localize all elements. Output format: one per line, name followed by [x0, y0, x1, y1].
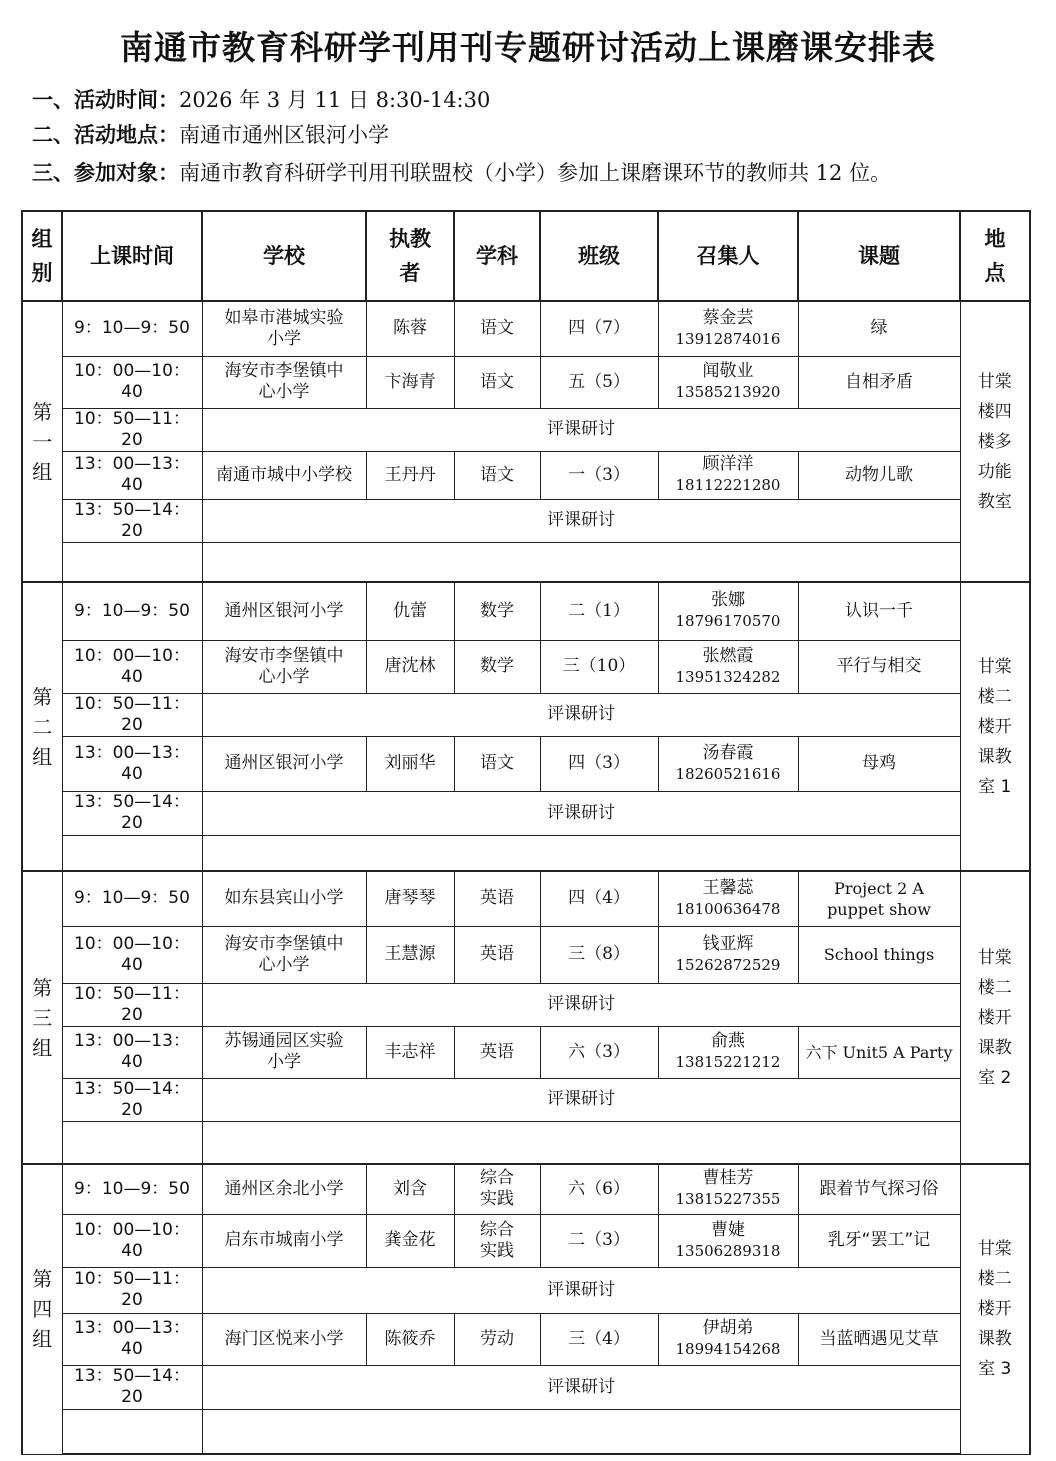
teacher-cell: 陈蓉 [366, 301, 454, 356]
topic-cell [798, 871, 960, 926]
time-cell: 13：00—13：40 [62, 736, 202, 791]
convener-name: 曹桂芳 [702, 1168, 754, 1189]
header-group [22, 211, 62, 301]
info-time-value: 2026 年 3 月 11 日 8:30-14:30 [179, 88, 491, 112]
time-cell: 10：50—11：20 [62, 1267, 202, 1313]
header-location-label: 地点 [984, 227, 1006, 285]
topic-cell [798, 582, 960, 640]
time-cell: 10：00—10：40 [62, 356, 202, 408]
header-subject: 学科 [454, 211, 540, 301]
convener-cell [658, 451, 798, 499]
school-name: 通州区银河小学 [224, 600, 344, 621]
time-cell: 10：50—11：20 [62, 983, 202, 1026]
table-row [22, 926, 1030, 983]
blank-cell [202, 1409, 960, 1454]
subject-name: 英语 [480, 888, 514, 909]
time-cell: 13：50—14：20 [62, 1078, 202, 1121]
table-row [22, 408, 1030, 451]
info-place-value: 南通市通州区银河小学 [179, 123, 389, 147]
time-cell: 13：00—13：40 [62, 1026, 202, 1078]
class-cell: 三（4） [540, 1313, 658, 1365]
convener-name: 俞燕 [711, 1031, 745, 1051]
topic-cell [798, 356, 960, 408]
review-cell: 评课研讨 [202, 1267, 960, 1313]
table-row [22, 1214, 1030, 1267]
convener-phone: 15262872529 [675, 955, 781, 974]
group-cell [22, 871, 62, 1164]
convener-phone: 13585213920 [675, 383, 781, 401]
convener-phone: 13815221212 [675, 1053, 781, 1071]
review-cell: 评课研讨 [202, 1365, 960, 1409]
header-location [960, 211, 1030, 301]
header-row [22, 211, 1030, 301]
class-cell: 二（3） [540, 1214, 658, 1267]
topic-text: 动物儿歌 [845, 464, 913, 485]
subject-cell [454, 301, 540, 356]
topic-text: 平行与相交 [836, 656, 922, 676]
school-cell [202, 451, 366, 499]
location-cell [960, 301, 1030, 582]
teacher-cell: 刘丽华 [366, 736, 454, 791]
review-cell: 评课研讨 [202, 983, 960, 1026]
convener-cell [658, 1214, 798, 1267]
teacher-cell: 仇蕾 [366, 582, 454, 640]
subject-cell [454, 926, 540, 983]
table-row [22, 1164, 1030, 1214]
subject-cell [454, 356, 540, 408]
school-cell [202, 301, 366, 356]
convener-phone: 18796170570 [675, 612, 781, 631]
subject-cell [454, 640, 540, 693]
school-name: 海安市李堡镇中心小学 [224, 361, 344, 402]
header-group-label: 组别 [31, 227, 53, 285]
school-cell [202, 640, 366, 693]
topic-cell [798, 301, 960, 356]
subject-name: 综合实践 [480, 1168, 514, 1210]
teacher-cell: 卞海青 [366, 356, 454, 408]
subject-name: 英语 [480, 1041, 514, 1062]
convener-name: 汤春霞 [702, 742, 754, 763]
class-cell: 四（4） [540, 871, 658, 926]
teacher-cell: 刘含 [366, 1164, 454, 1214]
blank-cell [62, 835, 202, 871]
school-name: 海安市李堡镇中心小学 [224, 933, 344, 975]
group-name: 第一组 [32, 399, 53, 484]
time-cell: 10：00—10：40 [62, 640, 202, 693]
topic-cell [798, 736, 960, 791]
subject-cell [454, 1164, 540, 1214]
info-participants-label: 三、参加对象： [32, 161, 179, 185]
subject-name: 数学 [480, 600, 514, 621]
review-cell: 评课研讨 [202, 1078, 960, 1121]
table-row [22, 983, 1030, 1026]
blank-cell [62, 542, 202, 582]
table-row [22, 451, 1030, 499]
schedule-body [22, 301, 1030, 1454]
topic-cell [798, 1214, 960, 1267]
header-topic: 课题 [798, 211, 960, 301]
time-cell: 10：50—11：20 [62, 693, 202, 736]
convener-cell [658, 301, 798, 356]
table-row [22, 582, 1030, 640]
school-cell [202, 736, 366, 791]
class-cell: 三（10） [540, 640, 658, 693]
topic-text: 自相矛盾 [845, 371, 913, 392]
group-name: 第四组 [32, 1267, 53, 1352]
header-class: 班级 [540, 211, 658, 301]
subject-name: 劳动 [480, 1328, 514, 1349]
convener-phone: 18994154268 [675, 1340, 781, 1358]
school-name: 启东市城南小学 [224, 1230, 344, 1250]
teacher-cell: 唐沈林 [366, 640, 454, 693]
school-cell [202, 926, 366, 983]
convener-name: 钱亚辉 [702, 933, 754, 954]
blank-cell [62, 1121, 202, 1164]
topic-text: 绿 [870, 318, 888, 339]
teacher-cell: 丰志祥 [366, 1026, 454, 1078]
school-name: 通州区余北小学 [224, 1178, 344, 1199]
subject-name: 数学 [480, 656, 514, 676]
info-place-label: 二、活动地点： [32, 123, 179, 147]
class-cell: 三（8） [540, 926, 658, 983]
blank-cell [62, 1409, 202, 1454]
time-cell: 10：00—10：40 [62, 1214, 202, 1267]
subject-cell [454, 736, 540, 791]
location-cell [960, 1164, 1030, 1454]
school-cell [202, 1026, 366, 1078]
subject-cell [454, 871, 540, 926]
class-cell: 四（3） [540, 736, 658, 791]
table-row [22, 1313, 1030, 1365]
convener-cell [658, 582, 798, 640]
subject-name: 英语 [480, 944, 514, 964]
school-name: 南通市城中小学校 [216, 464, 352, 485]
table-row [22, 499, 1030, 542]
info-time [32, 84, 490, 114]
class-cell: 六（3） [540, 1026, 658, 1078]
school-cell [202, 1214, 366, 1267]
school-name: 如皋市港城实验小学 [224, 307, 344, 349]
class-cell: 四（7） [540, 301, 658, 356]
time-cell: 9：10—9：50 [62, 1164, 202, 1214]
school-cell [202, 1164, 366, 1214]
school-cell [202, 356, 366, 408]
subject-name: 语文 [480, 753, 514, 773]
info-time-label: 一、活动时间： [32, 88, 179, 112]
convener-phone: 18260521616 [675, 764, 781, 783]
school-cell [202, 582, 366, 640]
school-cell [202, 871, 366, 926]
topic-text: 当蓝晒遇见艾草 [819, 1328, 939, 1349]
convener-cell [658, 1026, 798, 1078]
info-participants-value: 南通市教育科研学刊用刊联盟校（小学）参加上课磨课环节的教师共 12 位。 [179, 161, 892, 185]
subject-name: 语文 [480, 464, 514, 485]
blank-cell [202, 1121, 960, 1164]
info-participants [32, 157, 891, 187]
table-row [22, 736, 1030, 791]
convener-phone: 13506289318 [675, 1241, 781, 1260]
blank-cell [202, 835, 960, 871]
review-cell: 评课研讨 [202, 408, 960, 451]
header-time: 上课时间 [62, 211, 202, 301]
topic-text: 母鸡 [862, 753, 896, 773]
teacher-cell: 王慧源 [366, 926, 454, 983]
topic-text: School things [823, 945, 935, 964]
convener-cell [658, 1313, 798, 1365]
teacher-cell: 唐琴琴 [366, 871, 454, 926]
blank-row [22, 542, 1030, 582]
table-row [22, 301, 1030, 356]
location-cell [960, 582, 1030, 871]
convener-phone: 13912874016 [675, 329, 781, 348]
time-cell: 10：00—10：40 [62, 926, 202, 983]
table-row [22, 1365, 1030, 1409]
school-cell [202, 1313, 366, 1365]
subject-name: 语文 [480, 371, 514, 392]
time-cell: 9：10—9：50 [62, 301, 202, 356]
location-name: 甘棠楼二楼开课教室 2 [977, 947, 1012, 1088]
info-place [32, 119, 389, 149]
review-cell: 评课研讨 [202, 693, 960, 736]
table-row [22, 693, 1030, 736]
teacher-cell: 龚金花 [366, 1214, 454, 1267]
location-name: 甘棠楼二楼开课教室 1 [977, 656, 1012, 797]
convener-name: 王馨蕊 [702, 877, 754, 898]
topic-cell [798, 926, 960, 983]
header-teacher [366, 211, 454, 301]
blank-row [22, 835, 1030, 871]
page-title: 南通市教育科研学刊用刊专题研讨活动上课磨课安排表 [120, 28, 936, 67]
subject-name: 综合实践 [480, 1219, 514, 1261]
review-cell: 评课研讨 [202, 499, 960, 542]
time-cell: 13：50—14：20 [62, 1365, 202, 1409]
convener-cell [658, 356, 798, 408]
table-row [22, 791, 1030, 835]
convener-phone: 13815227355 [675, 1190, 781, 1209]
school-name: 如东县宾山小学 [224, 888, 344, 909]
time-cell: 9：10—9：50 [62, 871, 202, 926]
subject-cell [454, 451, 540, 499]
class-cell: 六（6） [540, 1164, 658, 1214]
subject-cell [454, 1026, 540, 1078]
convener-name: 张燃霞 [702, 645, 754, 666]
topic-cell [798, 451, 960, 499]
table-row [22, 1078, 1030, 1121]
header-school: 学校 [202, 211, 366, 301]
school-name: 通州区银河小学 [224, 753, 344, 773]
convener-cell [658, 1164, 798, 1214]
convener-name: 张娜 [711, 590, 745, 611]
group-name: 第二组 [32, 684, 53, 769]
class-cell: 一（3） [540, 451, 658, 499]
blank-row [22, 1409, 1030, 1454]
time-cell: 13：50—14：20 [62, 791, 202, 835]
convener-phone: 18100636478 [675, 899, 781, 918]
topic-cell [798, 1026, 960, 1078]
class-cell: 五（5） [540, 356, 658, 408]
topic-text: 乳牙“罢工”记 [827, 1230, 931, 1250]
schedule-table [21, 210, 1031, 1455]
convener-name: 顾洋洋 [702, 454, 754, 474]
time-cell: 10：50—11：20 [62, 408, 202, 451]
convener-phone: 13951324282 [675, 667, 781, 686]
convener-cell [658, 736, 798, 791]
group-cell [22, 582, 62, 871]
table-row [22, 1026, 1030, 1078]
group-cell [22, 301, 62, 582]
convener-name: 曹婕 [711, 1219, 745, 1240]
convener-name: 闻敬业 [702, 361, 754, 381]
class-cell: 二（1） [540, 582, 658, 640]
convener-phone: 18112221280 [675, 476, 781, 494]
location-name: 甘棠楼四楼多功能教室 [977, 371, 1012, 512]
convener-cell [658, 640, 798, 693]
time-cell: 9：10—9：50 [62, 582, 202, 640]
location-cell [960, 871, 1030, 1164]
subject-cell [454, 1313, 540, 1365]
table-row [22, 356, 1030, 408]
topic-text: 认识一千 [845, 600, 913, 621]
blank-cell [202, 542, 960, 582]
location-name: 甘棠楼二楼开课教室 3 [977, 1239, 1012, 1380]
school-name: 海门区悦来小学 [224, 1328, 344, 1349]
convener-name: 蔡金芸 [702, 307, 754, 328]
time-cell: 13：00—13：40 [62, 1313, 202, 1365]
review-cell: 评课研讨 [202, 791, 960, 835]
header-teacher-label: 执教者 [389, 227, 431, 285]
school-name: 苏锡通园区实验小学 [224, 1031, 344, 1072]
group-name: 第三组 [32, 975, 53, 1060]
group-cell [22, 1164, 62, 1454]
convener-cell [658, 926, 798, 983]
subject-cell [454, 1214, 540, 1267]
convener-cell [658, 871, 798, 926]
subject-name: 语文 [480, 318, 514, 339]
teacher-cell: 王丹丹 [366, 451, 454, 499]
topic-cell [798, 640, 960, 693]
school-name: 海安市李堡镇中心小学 [224, 645, 344, 687]
time-cell: 13：00—13：40 [62, 451, 202, 499]
topic-cell [798, 1164, 960, 1214]
convener-name: 伊胡弟 [702, 1318, 754, 1338]
topic-text: 跟着节气探习俗 [819, 1178, 939, 1199]
teacher-cell: 陈筱乔 [366, 1313, 454, 1365]
topic-cell [798, 1313, 960, 1365]
subject-cell [454, 582, 540, 640]
table-row [22, 1267, 1030, 1313]
header-convener: 召集人 [658, 211, 798, 301]
table-row [22, 640, 1030, 693]
topic-text: 六下 Unit5 A Party [805, 1042, 953, 1062]
table-row [22, 871, 1030, 926]
topic-text: Project 2 A puppet show [827, 878, 931, 919]
blank-row [22, 1121, 1030, 1164]
time-cell: 13：50—14：20 [62, 499, 202, 542]
